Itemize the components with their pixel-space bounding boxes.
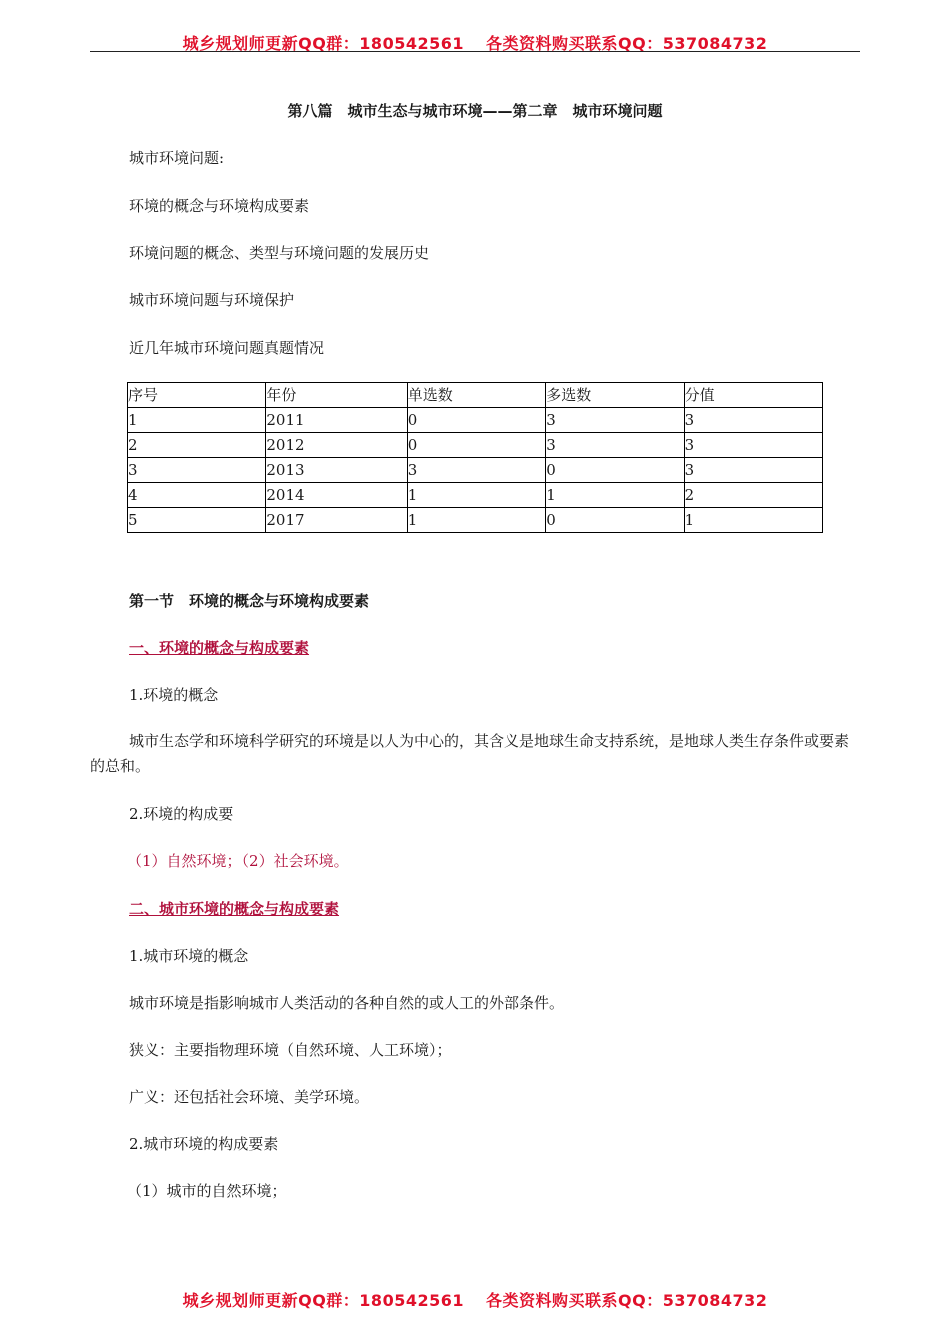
table-cell: 0 — [407, 433, 545, 458]
table-row — [128, 433, 823, 458]
table-row — [128, 458, 823, 483]
item-heading: 2.城市环境的构成要素 — [129, 1135, 279, 1153]
item-heading: 2.环境的构成要 — [129, 805, 234, 823]
table-cell: 2014 — [266, 483, 407, 508]
outline-item: 城市环境问题与环境保护 — [129, 291, 295, 309]
outline-item: 环境问题的概念、类型与环境问题的发展历史 — [129, 244, 430, 262]
table-cell: 2011 — [266, 408, 407, 433]
table-header-cell: 序号 — [128, 383, 266, 408]
table-row — [128, 408, 823, 433]
table-cell: 3 — [684, 458, 822, 483]
table-cell: 3 — [546, 408, 684, 433]
table-cell: 1 — [407, 483, 545, 508]
table-cell: 2013 — [266, 458, 407, 483]
table-header-cell: 分值 — [684, 383, 822, 408]
table-cell: 3 — [684, 433, 822, 458]
outline-item: 环境的概念与环境构成要素 — [129, 197, 310, 215]
table-header-cell: 年份 — [266, 383, 407, 408]
table-cell: 2 — [128, 433, 266, 458]
table-row — [128, 483, 823, 508]
table-cell: 1 — [684, 508, 822, 533]
header-divider — [90, 51, 860, 52]
paragraph: 城市环境是指影响城市人类活动的各种自然的或人工的外部条件。 — [129, 994, 565, 1012]
table-header-row — [128, 383, 823, 408]
item-heading: 1.环境的概念 — [129, 686, 219, 704]
table-header-cell: 单选数 — [407, 383, 545, 408]
paragraph: 广义：还包括社会环境、美学环境。 — [129, 1088, 370, 1106]
table-header-cell: 多选数 — [546, 383, 684, 408]
table-cell: 1 — [407, 508, 545, 533]
table-cell: 0 — [407, 408, 545, 433]
table-cell: 2 — [684, 483, 822, 508]
list-item: （1）城市的自然环境； — [127, 1182, 287, 1200]
outline-item: 近几年城市环境问题真题情况 — [129, 339, 325, 357]
table-row — [128, 508, 823, 533]
footer-banner — [0, 1288, 950, 1311]
banner-contact-qq: 各类资料购买联系QQ：537084732 — [486, 1291, 768, 1310]
table-cell: 1 — [128, 408, 266, 433]
paragraph: 城市生态学和环境科学研究的环境是以人为中心的，其含义是地球生命支持系统，是地球人类生存条件或要素的总和。 — [90, 732, 850, 775]
exam-stats-table — [127, 382, 823, 533]
table-cell: 2017 — [266, 508, 407, 533]
elements-list: （1）自然环境；（2）社会环境。 — [127, 852, 349, 870]
table-cell: 3 — [128, 458, 266, 483]
page-title: 第八篇 城市生态与城市环境——第二章 城市环境问题 — [287, 102, 663, 120]
table-cell: 0 — [546, 458, 684, 483]
subsection-heading: 一、环境的概念与构成要素 — [129, 639, 310, 657]
item-heading: 1.城市环境的概念 — [129, 947, 249, 965]
table-cell: 3 — [684, 408, 822, 433]
section-heading: 第一节 环境的概念与环境构成要素 — [129, 592, 370, 610]
banner-contact-qq: 各类资料购买联系QQ：537084732 — [486, 34, 768, 53]
table-cell: 4 — [128, 483, 266, 508]
table-cell: 5 — [128, 508, 266, 533]
table-cell: 3 — [407, 458, 545, 483]
table-cell: 3 — [546, 433, 684, 458]
banner-qq-group: 城乡规划师更新QQ群：180542561 — [182, 34, 464, 53]
banner-qq-group: 城乡规划师更新QQ群：180542561 — [182, 1291, 464, 1310]
table-cell: 0 — [546, 508, 684, 533]
subsection-heading: 二、城市环境的概念与构成要素 — [129, 900, 340, 918]
table-cell: 1 — [546, 483, 684, 508]
table-cell: 2012 — [266, 433, 407, 458]
paragraph: 狭义：主要指物理环境（自然环境、人工环境）； — [129, 1041, 452, 1059]
outline-heading: 城市环境问题: — [129, 149, 225, 167]
